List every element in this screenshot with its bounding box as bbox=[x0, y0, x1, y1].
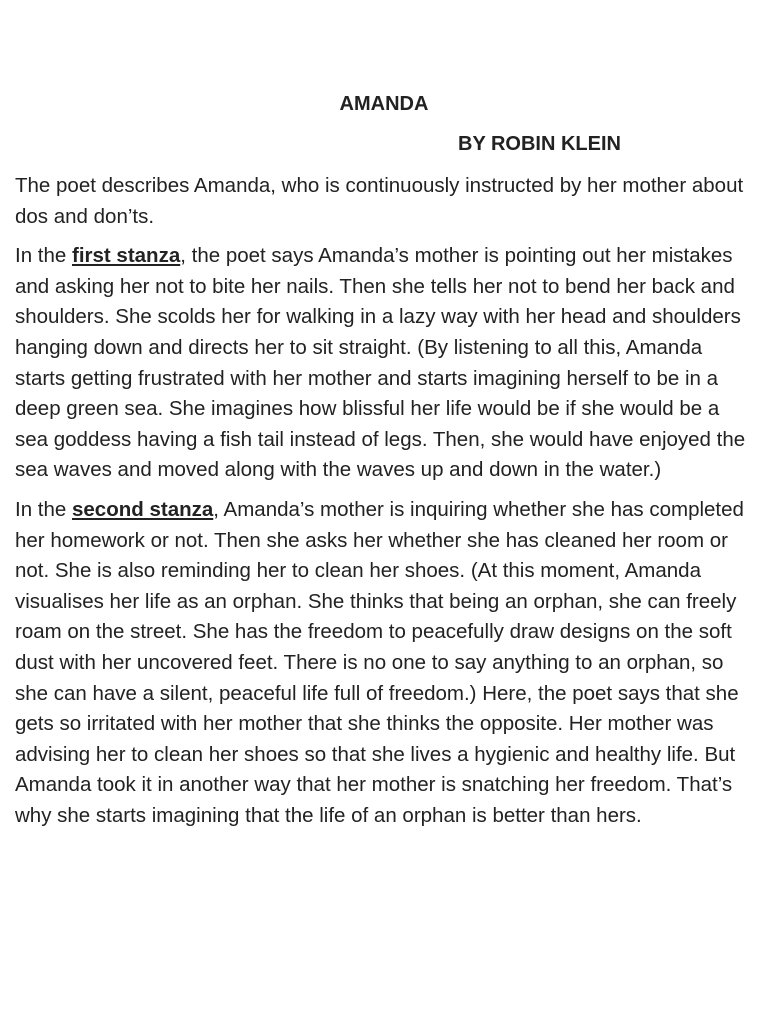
paragraph-text: , Amanda’s mother is inquiring whether she has completed her homework or not. Then she asks her whether she has cleaned her room or not. She is also reminding her to clean her shoes. (At this moment, Amanda visualises her life as an orphan. She thinks that being an orphan, she can freely roam on the street. She has the freedom to peacefully draw designs on the soft dust with her uncovered feet. There is no one to say anything to an orphan, so she can have a silent, peaceful life full of freedom.) Here, the poet says that she gets so irritated with her mother that she thinks the opposite. Her mother was advising her to clean her shoes so that she lives a hygienic and healthy life. But Amanda took it in another way that her mother is snatching her freedom. That’s why she starts imagining that the life of an orphan is better than hers. bbox=[15, 497, 744, 827]
author-byline: BY ROBIN KLEIN bbox=[458, 133, 621, 155]
document-title: AMANDA bbox=[339, 93, 429, 115]
document-body bbox=[15, 171, 753, 840]
first-stanza-keyword: first stanza bbox=[72, 244, 181, 268]
paragraph-prefix: In the bbox=[15, 497, 72, 521]
paragraph-prefix: In the bbox=[15, 244, 72, 268]
paragraph-text: , the poet says Amanda’s mother is pointing out her mistakes and asking her not to bite her nails. Then she tells her not to bend her back and shoulders. She scolds her for walking in a lazy way with her head and shoulders hanging down and directs her to sit straight. (By listening to all this, Amanda starts getting frustrated with her mother and starts imagining herself to be in a deep green sea. She imagines how blissful her life would be if she would be a sea goddess having a fish tail instead of legs. Then, she would have enjoyed the sea waves and moved along with the waves up and down in the water.) bbox=[15, 244, 746, 482]
intro-paragraph: The poet describes Amanda, who is continuously instructed by her mother about dos and don’ts. bbox=[15, 174, 744, 228]
second-stanza-keyword: second stanza bbox=[72, 497, 214, 521]
second-stanza-paragraph bbox=[15, 495, 753, 832]
first-stanza-paragraph bbox=[15, 241, 753, 486]
